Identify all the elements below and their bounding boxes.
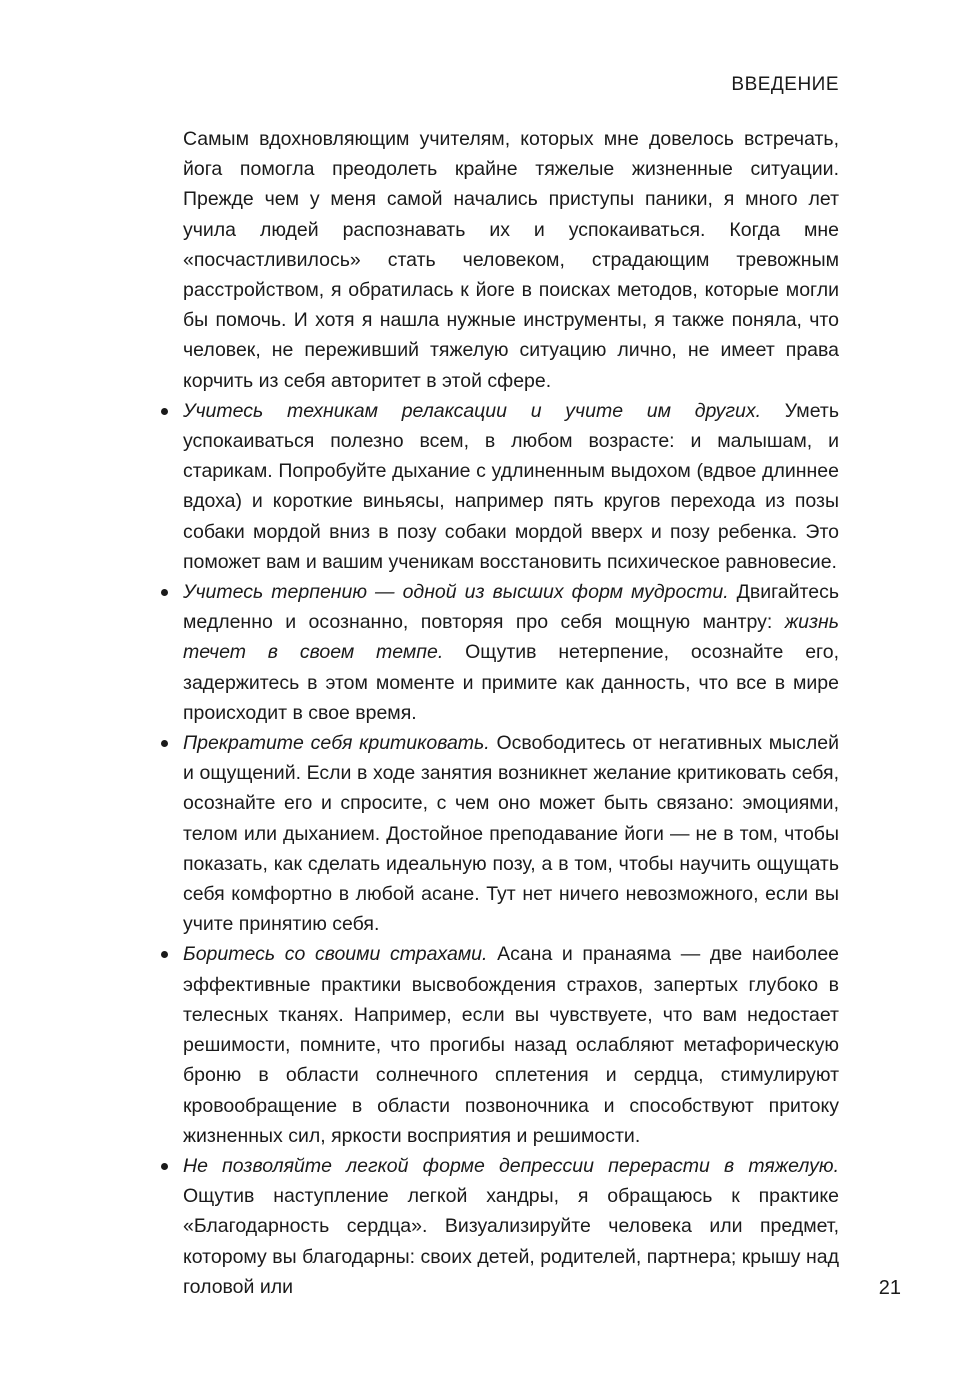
page-number: 21 — [878, 1277, 901, 1299]
list-item-heading: Учитесь терпению — одной из высших форм мудрости. — [183, 581, 729, 604]
list-item-heading: Прекратите себя критиковать. — [183, 732, 490, 755]
list-item — [183, 1151, 839, 1302]
list-item-heading: Учитесь техникам релаксации и учите им других. — [183, 399, 762, 422]
tips-list — [183, 396, 839, 1302]
mantra-text: жизнь течет в своем темпе. — [183, 611, 839, 664]
list-item-body: Освободитесь от негативных мыслей и ощущений. Если в ходе занятия возникнет желание критиковать себя, осознайте его и спросите, с чем оно может быть связано: эмоциями, телом или дыханием. Достойное преподавание йоги — не в том, чтобы показать, как сделать идеальную позу, а в том, чтобы научить ощущать себя комфортно в любой асане. Тут нет ничего невозможного, если вы учите принятию себя. — [183, 732, 839, 936]
running-head: ВВЕДЕНИЕ — [731, 74, 839, 95]
list-item-body: Асана и пранаяма — две наиболее эффективные практики высвобождения страхов, запертых глубоко в телесных тканях. Например, если вы чувствуете, что вам недостает решимости, помните, что прогибы назад ослабляют метафорическую броню в области солнечного сплетения и сердца, стимулируют кровообращение в области позвоночника и способствуют притоку жизненных сил, яркости восприятия и решимости. — [183, 943, 840, 1147]
body-text — [183, 124, 839, 1302]
list-item — [183, 577, 839, 728]
list-item-heading: Боритесь со своими страхами. — [183, 943, 488, 966]
list-item — [183, 728, 839, 939]
list-item-body: Ощутив наступление легкой хандры, я обращаюсь к практике «Благодарность сердца». Визуализируйте человека или предмет, которому вы благодарны: своих детей, родителей, партнера; крышу над головой или — [183, 1185, 839, 1298]
list-item-body: Двигайтесь медленно и осознанно, повторяя про себя мощную мантру: — [183, 581, 840, 634]
list-item — [183, 939, 839, 1150]
list-item-body-continued: Ощутив нетерпение, осознайте его, задержитесь в этом моменте и примите как данность, что все в мире происходит в свое время. — [183, 641, 839, 724]
list-item-body: Уметь успокаиваться полезно всем, в любом возрасте: и малышам, и старикам. Попробуйте дыхание с удлиненным выдохом (вдвое длиннее вдоха) и короткие виньясы, например пять кругов перехода из позы собаки мордой вниз в позу собаки мордой вверх и позу ребенка. Это поможет вам и вашим ученикам восстановить психическое равновесие. — [183, 399, 840, 573]
list-item — [183, 396, 839, 577]
list-item-heading: Не позволяйте легкой форме депрессии перерасти в тяжелую. — [183, 1154, 839, 1177]
intro-paragraph: Самым вдохновляющим учителям, которых мне довелось встречать, йога помогла преодолеть крайне тяжелые жизненные ситуации. Прежде чем у меня самой начались приступы паники, я много лет учила людей распознавать их и успокаиваться. Когда мне «посчастливилось» стать человеком, страдающим тревожным расстройством, я обратилась к йоге в поисках методов, которые могли бы помочь. И хотя я нашла нужные инструменты, я также поняла, что человек, не переживший тяжелую ситуацию лично, не имеет права корчить из себя авторитет в этой сфере. — [183, 128, 839, 392]
